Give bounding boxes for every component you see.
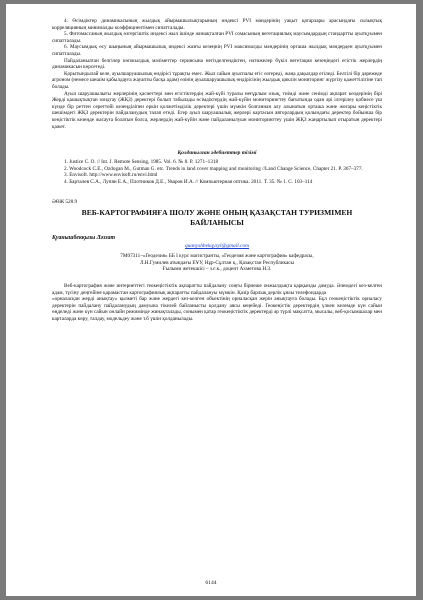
- page-number: 6144: [205, 580, 217, 586]
- affiliation: [52, 253, 382, 273]
- paragraph-pvi-4: 4. Өсімдіктер динамикасының жылдық айырмашылықтарының индексі PVI мәндерінің уақыт қатарлары арасындағы сызықтық корреляцияның минималды коэффициентімен сипатталады.: [52, 18, 382, 31]
- paragraph-features: Пайдаланылған белгілер көпжылдық мәліметтер сериясына негізделгендіктен, нәтижелер бүкіл вегетация кезеңіндегі егістік жерлердің динамикасын көрсетеді.: [52, 57, 382, 71]
- reference-item: 4. Барталев С.А., Лупян Е.А., Плотников Д.Е., Уваров И.А. // Компьютерная оптика. 2011. Т. 35. № 1. С. 103–114: [64, 178, 313, 185]
- article-body: [52, 283, 382, 323]
- affiliation-line3: Ғылыми жетекшісі – з.ғ.к., доцент Ахметова Н.З.: [162, 266, 272, 273]
- author-email-link[interactable]: quanyshbekqyzyl@gmail.com: [184, 243, 250, 250]
- reference-item: 1. Justice C. O. // Int. J. Remote Sensing, 1985. Vol. 6. № 8. P. 1271–1318: [64, 159, 219, 166]
- article-title-line2: БАЙЛАНЫСЫ: [190, 217, 244, 227]
- paragraph-remote-sensing: Ауыл шаруашылығы жерлерінің қасиеттері мен егістіктердің жай-күйі туралы неғұрлым озық, тиімді және сенімді ақпарат көздерінің бірі Жерді қашықтықтан зондтау (ЖҚЗ) деректері болып табылады өсімдіктердің жай-күйін мониторингтеу бағытында одан әрі ілгерілеу қобиесе үш күнде бір реттен сереттейі кезеңділіпен еркін қолжетімділік деректері үшін мүмкін болғаннан алу алынатын орташа және жоғары кеңістіктік шешімдегі ЖҚЗ деректерін пайдаланудың талап етеді. Егер ауыл шаруашылық жерлері картасын авторлардың қолындағы деректер бойынша бір кеңістіктік кезеңде жасауға болатын болса, жерлердің жай-күйін және пайдаланылуын мониторингтеу үшін ЖҚЗ жаңартылып отыратын деректері қажет.: [52, 90, 382, 130]
- author-email-line: [52, 243, 382, 249]
- paragraph-webcarto: Веб-картография және интернеттегі геокеңістіктік ақпаратты пайдалану соңғы бірнеше онжылдықта қарқынды дамуда. Әлемдегі кез-келген адам, түсіну деңгейіне қарамастан картографиялық ақпаратты пайдалануы мүмкін. Қазір барлық дерлік ұялы телефондарда: [52, 283, 382, 296]
- paragraph-location: «орналасқан жерді анықтау» қызметі бар және жердегі кез-келген объектінің орналасқан жерін анықтауға болады. Бұл геокеңістіктік орналасу деректерін пайдалану пайдаланудың дамуына тікелей байланысты қолдану аясы кеңейеді. Геокеңістік деректердің үлкен келемде күн сайын өңделеді және күн сайын онлайн режимінде жинақталады, сонымен қатар геокеңістіктік деректерді әр түрлі мақсатта, мысалы, веб-қосымшалар мен карталарда көру, талдау, модельдеу және т.б үшін қолданылады.: [52, 296, 383, 323]
- author-name: Қуанышбекқызы Ләззат: [52, 235, 115, 242]
- page-content: [52, 18, 382, 323]
- paragraph-pvi-5: 5. Фитомассаның жылдық өзгергіштік индексі жыл ішінде жинақталған PVI сомасының вегетациялық маусымдардың стандартты ауытқуымен сипатталады.: [52, 31, 382, 44]
- paragraph-conclusion: Қорытындылай келе, ауылшаруашылық өндірісі тұрақты емес. Жыл сайын ауыспалы егіс өзгереді, жаңа дақылдар егіледі. Белгілі бір дәрежеде агроном (немесе шешім қабылдауға жауапты басқа адам) өзінің ауылшаруашылық өндірісінің жылдық циклін мониторинг жүргізу қажеттілігіне тап болады.: [52, 70, 382, 90]
- affiliation-line2: Л.Н.Гумилев атындағы ЕҰУ, Нұр-Сұлтан қ., Қазақстан Республикасы: [139, 259, 295, 266]
- affiliation-line1: 7М07311–«Геодезия» ББ І курс магистранты, «Геодезия және картография» кафедрасы,: [120, 253, 314, 260]
- article-title: [52, 208, 382, 227]
- document-page: [6, 4, 416, 596]
- reference-item: 3. Envisoft. http://www.envisoft.ru/envi.html: [64, 172, 158, 179]
- article-title-line1: ВЕБ-КАРТОГРАФИЯҒА ШОЛУ ЖӘНЕ ОНЫҢ ҚАЗАҚСТАН ТУРИЗМІМЕН: [81, 208, 353, 218]
- paragraph-pvi-6: 6. Маусымдық өсу шыңының айырмашылық индексі жазғы кезеңнің PVI максималды мәндерінің орташа жылдық мәндерден ауытқуымен сипатталады.: [52, 44, 382, 57]
- reference-item: 2. Woodcock C.E., Ozdogan M., Gutman G. etc. Trends in land cover mapping and monitoring //Land Change Science, Chapter 21. P. 367–377.: [64, 165, 363, 172]
- references-heading: Қолданылған әдебиеттер тізімі: [177, 150, 257, 157]
- udk-code: ӘӨЖ 528.9: [52, 199, 78, 206]
